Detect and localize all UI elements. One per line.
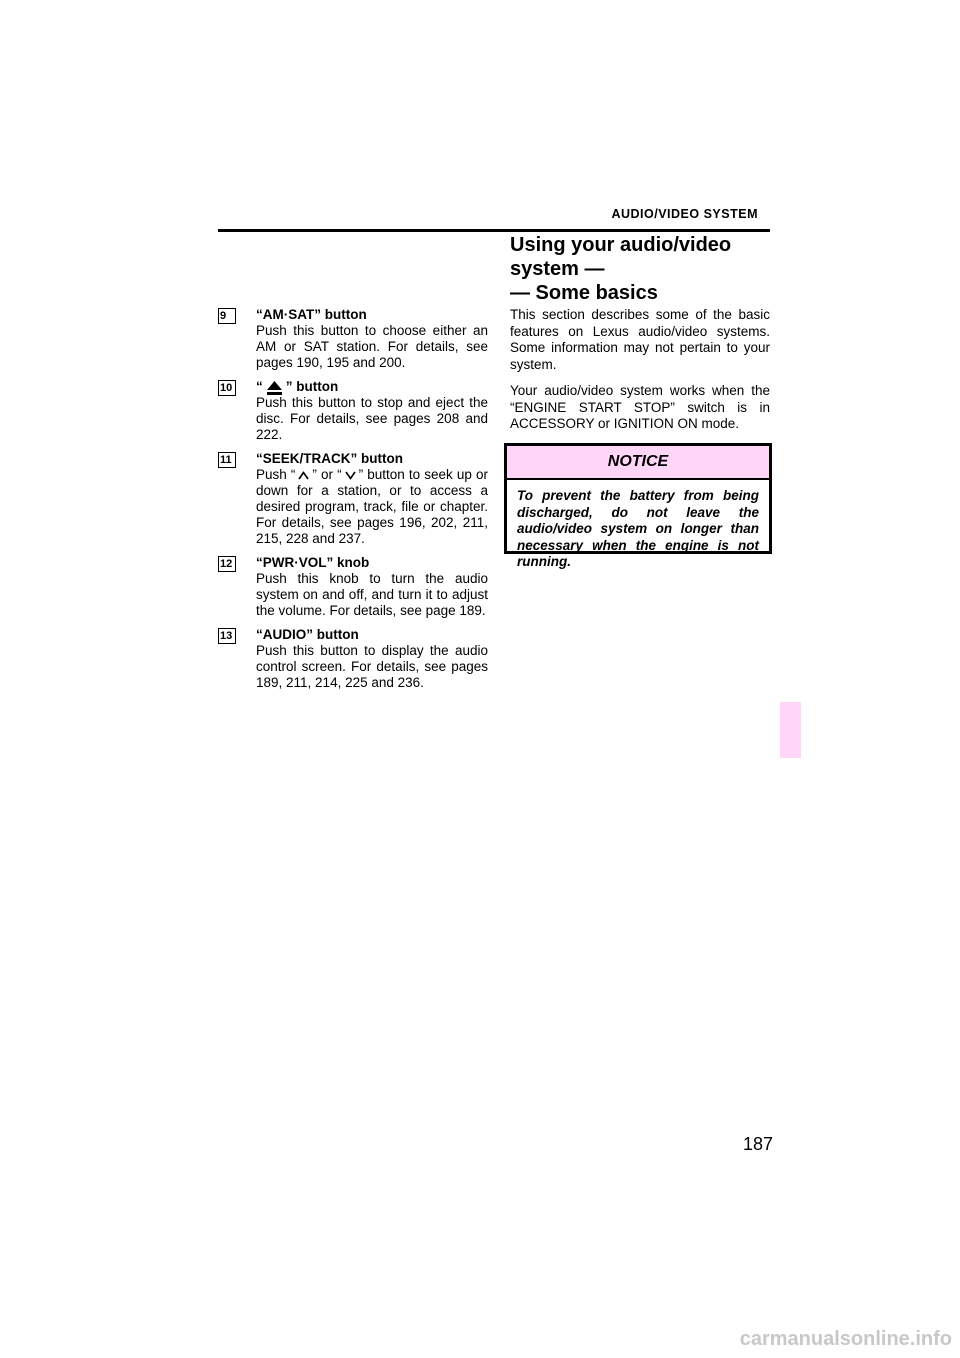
eject-icon [266,380,283,395]
item-body-part-2: ” or “ [312,467,342,482]
item-title-rest: ” button [285,379,339,394]
list-item [218,555,488,619]
item-title: “PWR·VOL” knob [256,555,370,570]
item-title: “AUDIO” button [256,627,359,642]
list-item [218,307,488,371]
item-body [256,467,488,547]
watermark: carmanualsonline.info [739,1328,952,1350]
item-title: “AM·SAT” button [256,307,367,322]
notice-heading: NOTICE [507,446,769,480]
chevron-down-icon [345,471,356,480]
notice-box [504,443,772,569]
item-body: Push this knob to turn the audio system on and off, and turn it to adjust the volume. For details, see page 189. [256,571,488,618]
section-title-line-3: — Some basics [510,282,658,304]
list-item [218,451,488,547]
button-descriptions [218,307,488,699]
section-title-line-1: Using your audio/video [510,234,732,256]
intro-paragraph-1: This section describes some of the basic features on Lexus audio/video systems. Some information may not pertain to your system. [510,307,770,372]
list-item [218,379,488,443]
section-intro [510,307,770,443]
intro-paragraph-2: Your audio/video system works when the “ENGINE START STOP” switch is in ACCESSORY or IGNITION ON mode. [510,383,770,431]
item-body: Push this button to display the audio control screen. For details, see pages 189, 211, 214, 225 and 236. [256,643,488,690]
item-number: 13 [218,628,236,644]
item-number: 9 [218,308,236,324]
item-body: Push this button to stop and eject the disc. For details, see pages 208 and 222. [256,395,488,442]
item-body-part-1: Push “ [256,467,296,482]
item-number: 10 [218,380,236,396]
item-number: 12 [218,556,236,572]
chapter-tab [780,702,801,758]
section-title [510,233,770,305]
section-title-line-2: system — [510,258,605,280]
running-header: AUDIO/VIDEO SYSTEM [611,207,758,221]
notice-text: To prevent the battery from being discharged, do not leave the audio/video system on longer than necessary when the engine is not running. [517,488,759,569]
item-number: 11 [218,452,236,468]
page-number: 187 [743,1134,774,1154]
list-item [218,627,488,691]
item-body: Push this button to choose either an AM or SAT station. For details, see pages 190, 195 and 200. [256,323,488,370]
item-title [256,379,488,395]
item-body-part-3: ” button to seek up or down for a station, or to access a desired program, track, file or chapter. For details, see pages 196, 202, 211, 215, 228 and 237. [256,467,489,546]
item-title: “SEEK/TRACK” button [256,451,403,466]
item-title-open-quote: “ [256,379,263,394]
chevron-up-icon [298,471,309,480]
header-rule [218,229,770,232]
